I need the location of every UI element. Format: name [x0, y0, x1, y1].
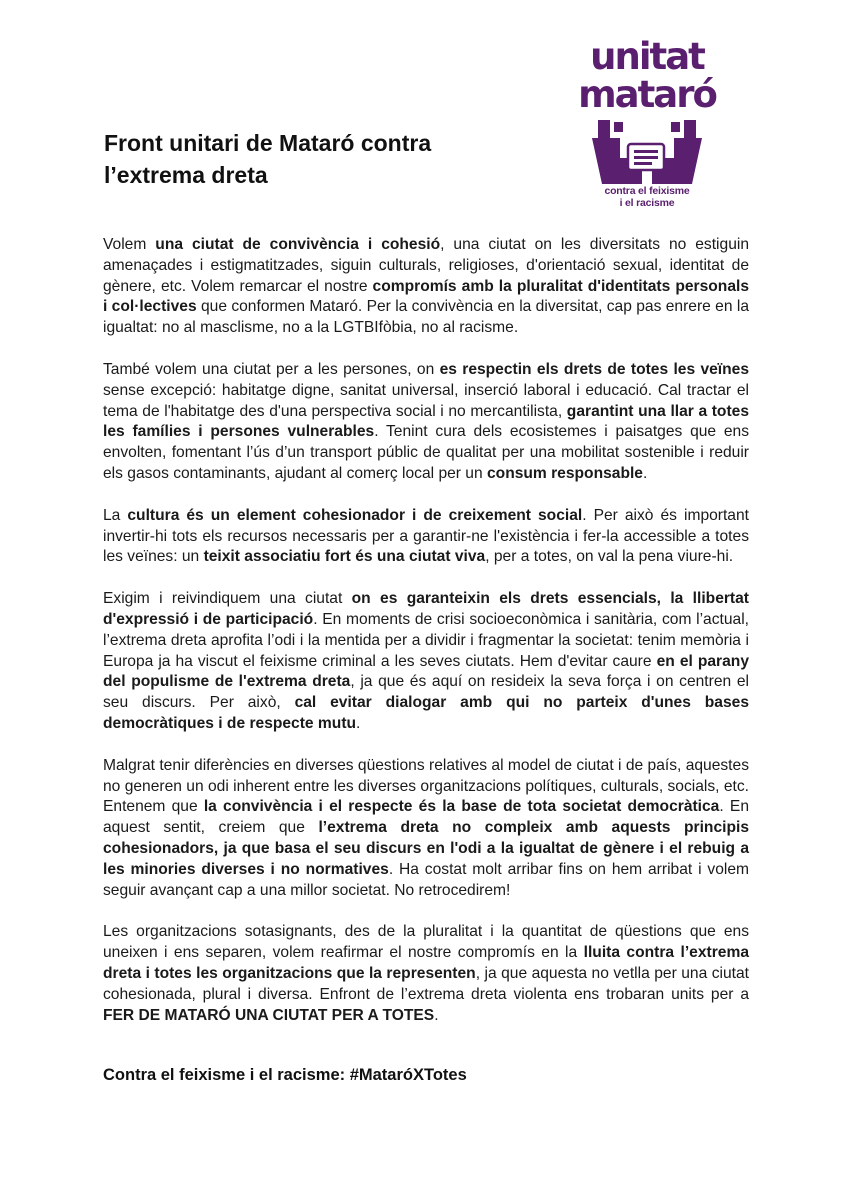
emphasis-text: teixit associatiu fort és una ciutat viva [203, 548, 486, 566]
body-text: que conformen Mataró. Per la convivència en la diversitat, cap pas enrere en la igualtat: no al masclisme, no a la LGTBIfòbia, no al racisme. [103, 298, 749, 337]
logo-word-mataro: mataró [578, 73, 716, 116]
paragraph-2 [103, 360, 749, 485]
emphasis-text: cal evitar dialogar amb qui no parteix d'unes bases democràtiques i de respecte mutu [103, 694, 749, 732]
emphasis-text: es respectin els drets de totes les veïnes [439, 360, 750, 378]
emphasis-text: la convivència i el respecte és la base de tota societat democràtica [203, 798, 720, 816]
emphasis-text: l’extrema dreta no compleix amb aquests principis cohesionadors, ja que basa el seu discurs en l'odi a la igualtat de gènere i el rebuig a les minories diverses i no normatives [103, 819, 749, 878]
emphasis-text: consum responsable [487, 464, 643, 482]
emphasis-text: garantint una llar a totes les famílies i persones vulnerables [103, 402, 749, 441]
emphasis-text: lluita contra l’extrema dreta i totes les organitzacions que la representen [103, 944, 749, 982]
emphasis-text: FER DE MATARÓ UNA CIUTAT PER A TOTES [103, 1006, 435, 1024]
body-text: . En aquest sentit, creiem que [103, 798, 749, 837]
body-text: . Tenint cura dels ecosistemes i paisatges que ens envolten, fomentant l’ús d’un transport públic de qualitat per una mobilitat sostenible i reduir els gasos contaminants, ajudant al comerç local per un [103, 423, 750, 482]
document-body [103, 235, 749, 1047]
body-text: . Per això és important invertir-hi tots els recursos necessaris per a garantir-ne l'existència i fer-la accessible a totes les veïnes: un [103, 506, 749, 566]
logo-people-speech-icon [572, 118, 722, 186]
logo-tagline-line-1: contra el feixisme [604, 185, 690, 197]
paragraph-1 [103, 235, 749, 339]
logo-word-unitat: unitat [590, 35, 704, 78]
body-text: També volem una ciutat per a les persones, on [103, 360, 440, 378]
paragraph-3 [103, 506, 749, 568]
emphasis-text: en el parany del populisme de l'extrema dreta [103, 652, 749, 691]
title-line-2: l’extrema dreta [104, 162, 268, 188]
unitat-mataro-logo [572, 35, 722, 213]
emphasis-text: compromís amb la pluralitat d'identitats personals i col·lectives [103, 277, 749, 316]
body-text: . [642, 464, 648, 482]
body-text: , una ciutat on les diversitats no estiguin amenaçades i estigmatitzades, siguin culturals, religioses, d'orientació sexual, identitat de gènere, etc. Volem remarcar el nostre [103, 236, 749, 295]
body-text: Volem [103, 236, 156, 253]
page-title [104, 127, 524, 191]
body-text: Exigim i reivindiquem una ciutat [103, 590, 352, 608]
body-text: , ja que aquesta no vetlla per una ciutat cohesionada, plural i diversa. Enfront de l’extrema dreta violenta ens trobaran units per a [103, 964, 749, 1003]
paragraph-6 [103, 922, 749, 1026]
body-text: Les organitzacions sotasignants, des de la pluralitat i la quantitat de qüestions que ens uneixen i ens separen, volem reafirmar el nostre compromís en la [103, 923, 749, 962]
body-text: , ja que és aquí on resideix la seva força i on centren el seu discurs. Per això, [103, 673, 749, 712]
title-line-1: Front unitari de Mataró contra [104, 130, 432, 156]
emphasis-text: cultura és un element cohesionador i de creixement social [127, 506, 583, 524]
paragraph-4 [103, 589, 749, 735]
emphasis-text: una ciutat de convivència i cohesió [155, 236, 441, 253]
body-text: Malgrat tenir diferències en diverses qüestions relatives al model de ciutat i de país, aquestes no generen un odi inherent entre les diverses organitzacions polítiques, culturals, socials, etc. Entenem que [103, 756, 749, 816]
closing-slogan: Contra el feixisme i el racisme: #MataróXTotes [103, 1066, 467, 1084]
body-text: sense excepció: habitatge digne, sanitat universal, inserció laboral i educació. Cal tractar el tema de l'habitatge des d'una perspectiva social i no mercantilista, [103, 381, 749, 420]
body-text: La [103, 506, 128, 524]
body-text: . [434, 1006, 439, 1024]
body-text: , per a totes, on val la pena viure-hi. [485, 548, 734, 566]
paragraph-5 [103, 756, 749, 902]
logo-tagline-line-2: i el racisme [619, 197, 675, 209]
logo-tagline [572, 185, 722, 209]
body-text: . [356, 714, 361, 732]
body-text: . En moments de crisi socioeconòmica i sanitària, com l’actual, l’extrema dreta aprofita l’odi i la mentida per a dividir i fragmentar la societat: tenim memòria i Europa ja ha viscut el feixisme criminal a les seves ciutats. Hem d'evitar caure [103, 610, 750, 670]
emphasis-text: on es garanteixin els drets essencials, la llibertat d'expressió i de participació [103, 590, 749, 628]
body-text: . Ha costat molt arribar fins on hem arribat i volem seguir avançant cap a una millor societat. No retrocedirem! [103, 860, 749, 899]
